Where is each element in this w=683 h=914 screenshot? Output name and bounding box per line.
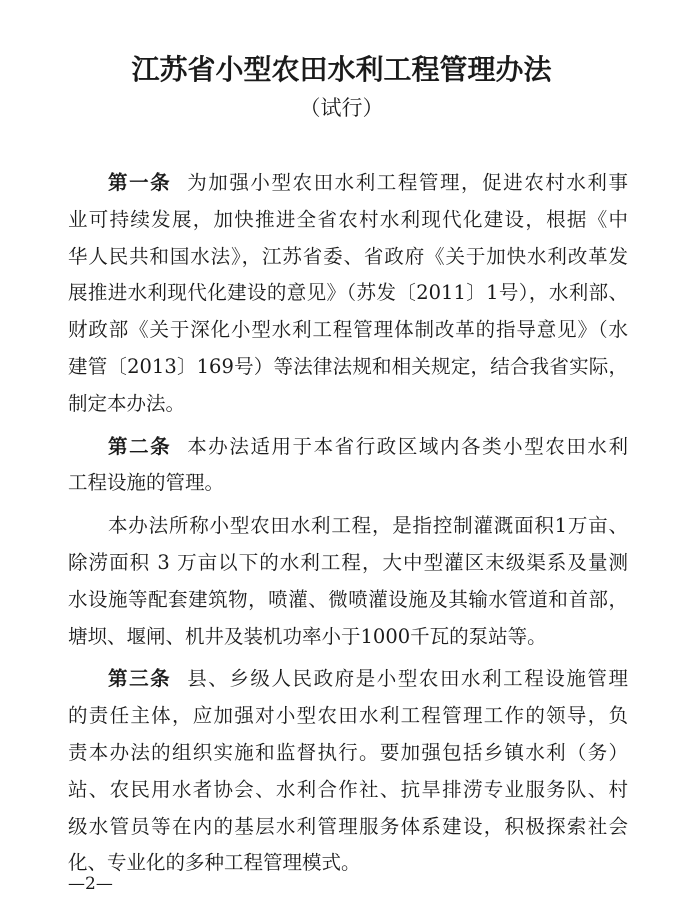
- article-1-line-5: 财政部《关于深化小型水利工程管理体制改革的指导意见》（水: [68, 318, 628, 342]
- article-2-text-1: 本办法适用于本省行政区域内各类小型农田水利: [187, 434, 628, 458]
- article-1-number: 第一条: [108, 171, 172, 194]
- article-2-para-2-line-1: 本办法所称小型农田水利工程，是指控制灌溉面积1万亩、: [108, 514, 628, 538]
- article-1-line-2: 业可持续发展，加快推进全省农村水利现代化建设，根据《中: [68, 207, 628, 231]
- article-3-line-1: [68, 661, 628, 698]
- article-1-line-7: 制定本办法。: [68, 391, 186, 415]
- article-1-line-4: 展推进水利现代化建设的意见》（苏发〔2011〕1号），水利部、: [68, 281, 628, 305]
- article-3-line-3: 责本办法的组织实施和监督执行。要加强包括乡镇水利（务）: [68, 740, 628, 764]
- article-1-line-3: 华人民共和国水法》，江苏省委、省政府《关于加快水利改革发: [68, 244, 628, 268]
- article-2-para-2-line-2: 除涝面积 3 万亩以下的水利工程，大中型灌区末级渠系及量测: [68, 550, 628, 574]
- article-2-para-2-line-3: 水设施等配套建筑物，喷灌、微喷灌设施及其输水管道和首部，: [68, 587, 628, 611]
- article-2-para-2-line-4: 塘坝、堰闸、机井及装机功率小于1000千瓦的泵站等。: [68, 624, 547, 648]
- article-1-line-1: [68, 165, 628, 202]
- article-1-line-6: 建管〔2013〕169号）等法律法规和相关规定，结合我省实际，: [68, 354, 628, 378]
- article-3-line-6: 化、专业化的多种工程管理模式。: [68, 851, 361, 875]
- article-3-line-2: 的责任主体，应加强对小型农田水利工程管理工作的领导，负: [68, 704, 628, 728]
- article-3-number: 第三条: [108, 667, 172, 691]
- document-body: [68, 165, 628, 882]
- document-subtitle: （试行）: [299, 96, 384, 120]
- article-2-line-2: 工程设施的管理。: [68, 471, 225, 495]
- article-1-text-1: 为加强小型农田水利工程管理，促进农村水利事: [187, 171, 628, 194]
- article-2-line-1: [68, 429, 628, 466]
- article-3-text-1: 县、乡级人民政府是小型农田水利工程设施管理: [187, 667, 628, 691]
- article-3-line-5: 级水管员等在内的基层水利管理服务体系建设，积极探索社会: [68, 814, 628, 838]
- article-3-line-4: 站、农民用水者协会、水利合作社、抗旱排涝专业服务队、村: [68, 777, 628, 801]
- document-title: 江苏省小型农田水利工程管理办法: [131, 53, 552, 86]
- page-number: —2—: [68, 874, 113, 894]
- article-2-number: 第二条: [108, 434, 172, 458]
